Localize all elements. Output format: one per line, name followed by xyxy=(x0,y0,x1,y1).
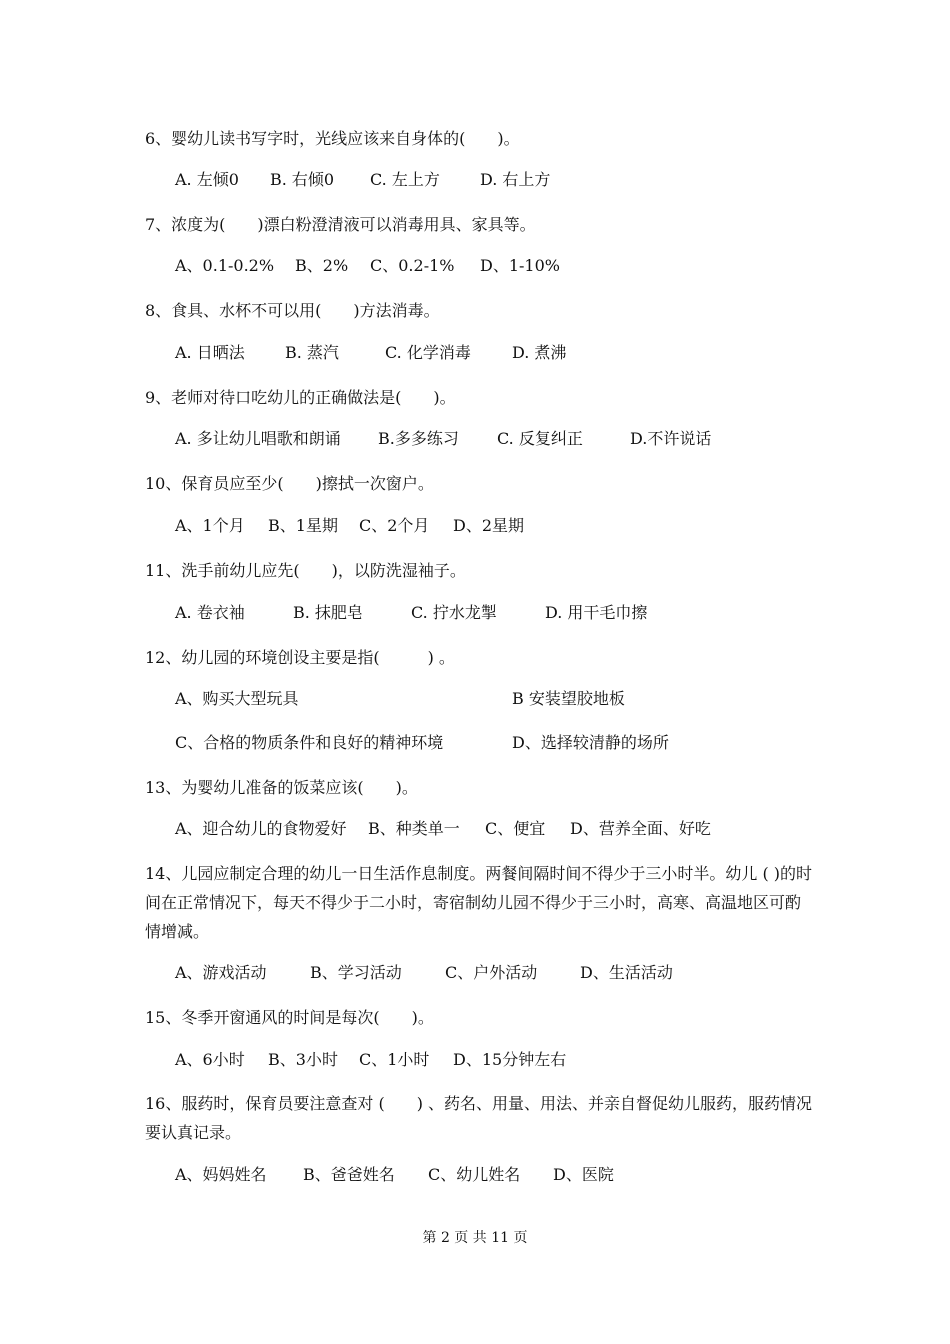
option-b: B、学习活动 xyxy=(310,963,402,982)
option-c: C、0.2-1% xyxy=(370,256,455,275)
option-b: B、种类单一 xyxy=(368,819,460,838)
option-c: C. 左上方 xyxy=(370,170,440,189)
question-12: 12、幼儿园的环境创设主要是指( ) 。 xyxy=(145,648,455,667)
option-b: B 安装望胶地板 xyxy=(512,689,625,708)
option-d: D. 右上方 xyxy=(480,170,551,189)
question-9: 9、老师对待口吃幼儿的正确做法是( )。 xyxy=(145,388,456,407)
option-c: C、便宜 xyxy=(485,819,546,838)
option-a: A、游戏活动 xyxy=(175,963,267,982)
option-a: A、购买大型玩具 xyxy=(175,689,299,708)
option-b: B、1星期 xyxy=(268,516,338,535)
option-a: A. 日晒法 xyxy=(175,343,245,362)
option-c: C. 反复纠正 xyxy=(497,429,583,448)
option-d: D、医院 xyxy=(553,1165,614,1184)
option-c: C、幼儿姓名 xyxy=(428,1165,521,1184)
option-d: D.不许说话 xyxy=(630,429,712,448)
option-b: B、2% xyxy=(295,256,349,275)
option-d: D、15分钟左右 xyxy=(453,1050,567,1069)
question-16: 16、服药时，保育员要注意查对 ( ) 、药名、用量、用法、并亲自督促幼儿服药，服药情况要认真记录。 xyxy=(145,1094,813,1142)
page-number: 第 2 页 共 11 页 xyxy=(422,1230,528,1246)
option-c: C、合格的物质条件和良好的精神环境 xyxy=(175,733,444,752)
option-c: C、2个月 xyxy=(359,516,430,535)
question-13: 13、为婴幼儿准备的饭菜应该( )。 xyxy=(145,778,418,797)
question-14: 14、儿园应制定合理的幼儿一日生活作息制度。两餐间隔时间不得少于三小时半。幼儿 ( )的时间在正常情况下，每天不得少于二小时，寄宿制幼儿园不得少于三小时，高寒、高温地区可酌情增减。 xyxy=(145,864,813,941)
option-b: B、3小时 xyxy=(268,1050,338,1069)
option-b: B. 蒸汽 xyxy=(285,343,339,362)
question-8: 8、食具、水杯不可以用( )方法消毒。 xyxy=(145,301,440,320)
question-7: 7、浓度为( )漂白粉澄清液可以消毒用具、家具等。 xyxy=(145,215,536,234)
option-b: B. 右倾0 xyxy=(270,170,335,189)
option-c: C、1小时 xyxy=(359,1050,430,1069)
option-d: D、生活活动 xyxy=(580,963,673,982)
question-10: 10、保育员应至少( )擦拭一次窗户。 xyxy=(145,474,434,493)
option-a: A、6小时 xyxy=(175,1050,245,1069)
question-6: 6、婴幼儿读书写字时，光线应该来自身体的( )。 xyxy=(145,129,520,148)
option-c: C. 化学消毒 xyxy=(385,343,471,362)
option-c: C. 拧水龙掣 xyxy=(411,603,497,622)
option-d: D、1-10% xyxy=(480,256,560,275)
option-d: D. 用干毛巾擦 xyxy=(545,603,648,622)
option-d: D、营养全面、好吃 xyxy=(570,819,711,838)
option-d: D、2星期 xyxy=(453,516,525,535)
question-11: 11、洗手前幼儿应先( )，以防洗湿袖子。 xyxy=(145,561,466,580)
option-d: D、选择较清静的场所 xyxy=(512,733,669,752)
option-a: A、0.1-0.2% xyxy=(175,256,275,275)
question-15: 15、冬季开窗通风的时间是每次( )。 xyxy=(145,1008,434,1027)
option-b: B. 抹肥皂 xyxy=(293,603,363,622)
option-a: A、1个月 xyxy=(175,516,245,535)
option-a: A、妈妈姓名 xyxy=(175,1165,267,1184)
option-b: B、爸爸姓名 xyxy=(303,1165,395,1184)
option-a: A. 多让幼儿唱歌和朗诵 xyxy=(175,429,341,448)
option-d: D. 煮沸 xyxy=(512,343,567,362)
option-b: B.多多练习 xyxy=(378,429,459,448)
option-a: A. 卷衣袖 xyxy=(175,603,245,622)
option-c: C、户外活动 xyxy=(445,963,538,982)
option-a: A. 左倾0 xyxy=(175,170,239,189)
option-a: A、迎合幼儿的食物爱好 xyxy=(175,819,347,838)
